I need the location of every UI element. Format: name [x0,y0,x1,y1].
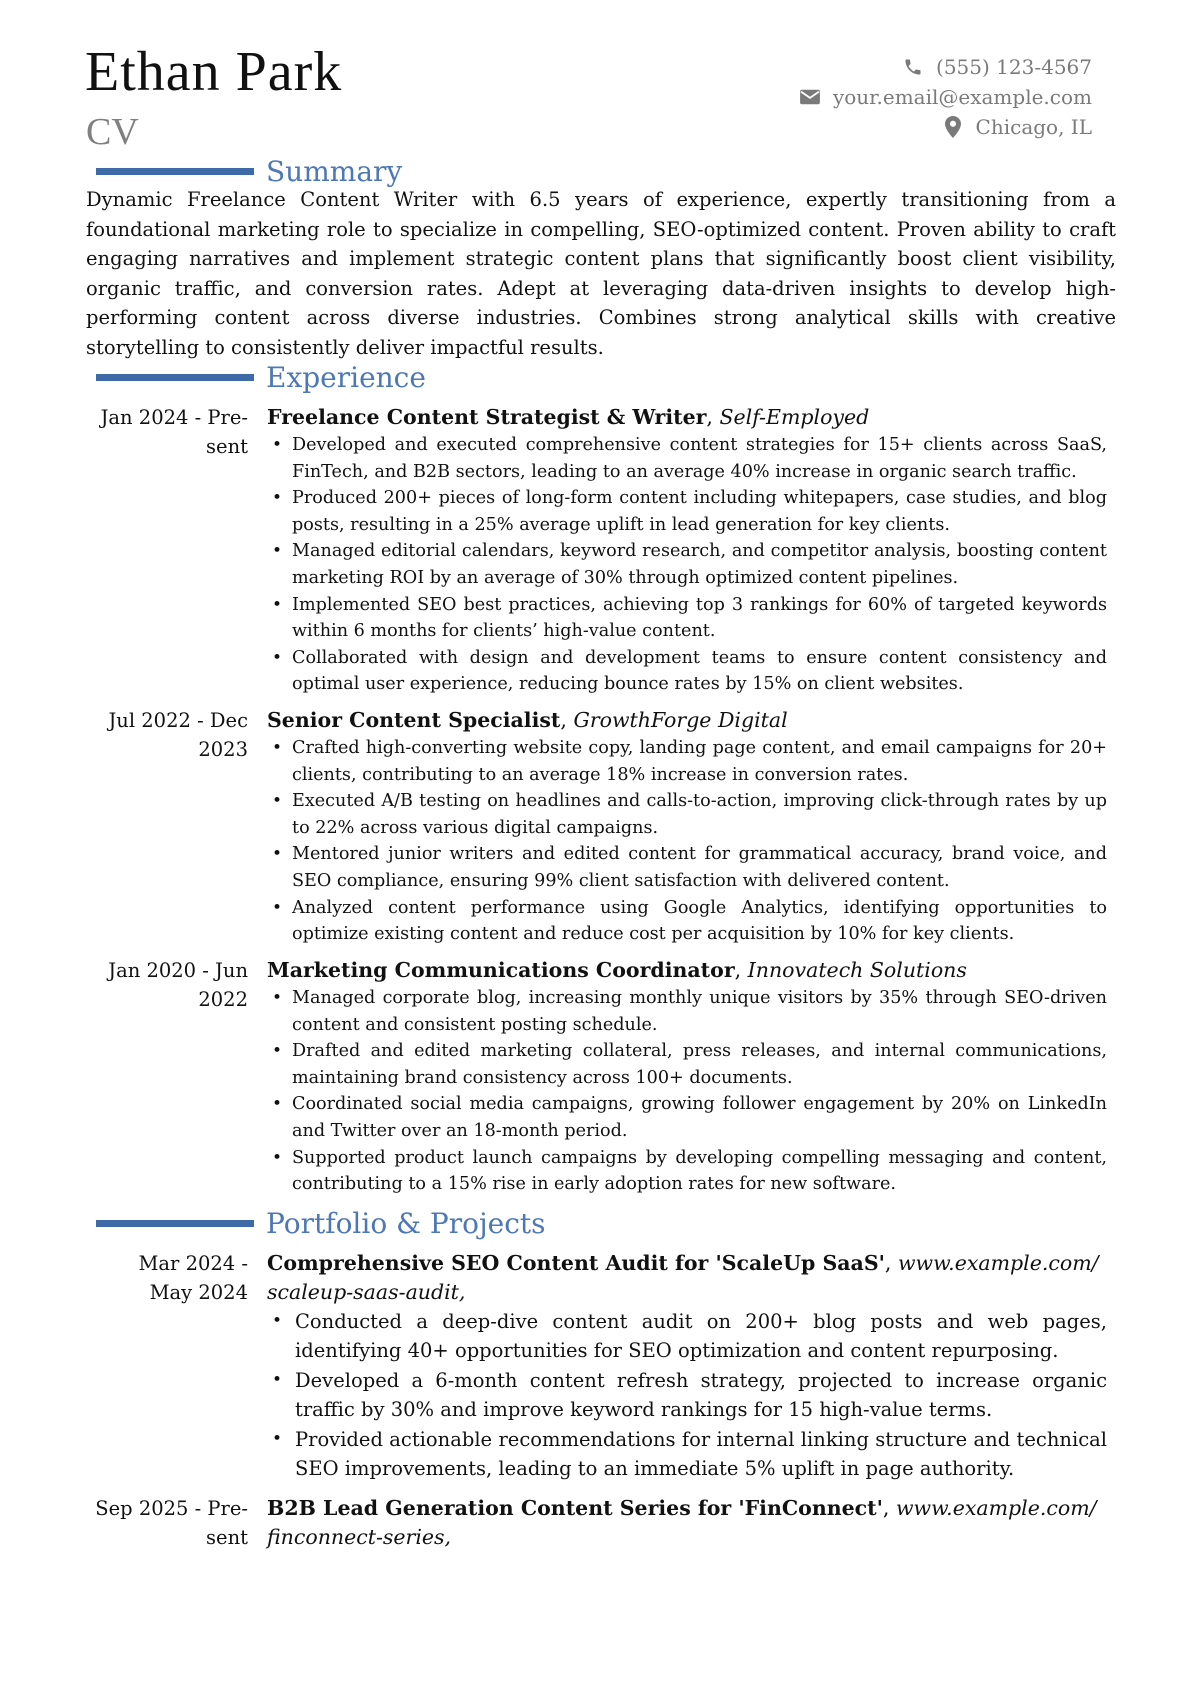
contact-location [799,112,1092,142]
section-title: Summary [266,154,403,188]
entry-date [86,956,248,1014]
bullet-item: • Provided actionable recommendations for internal linking structure and technical SEO improvements, leading to an immediate 5% uplift in page authority. [267,1425,1107,1484]
bullet-list [267,735,1107,948]
bullet-item: • Developed a 6-month content refresh strategy, projected to increase organic traffic by 30% and improve keyword rankings for 15 high-value terms. [267,1366,1107,1425]
bullet-list [267,1307,1107,1483]
bullet-item: • Managed corporate blog, increasing monthly unique visitors by 35% through SEO-driven content and consistent posting schedule. [267,985,1107,1038]
date-line: 2022 [198,988,248,1011]
date-line: Jul 2022 - Dec [108,709,248,732]
bullet-item: • Drafted and edited marketing collateral, press releases, and internal communications, maintaining brand consistency across 100+ documents. [267,1038,1107,1091]
map-pin-icon [942,116,964,138]
project-url[interactable]: www.example.com/ scaleup-saas-audit, [267,1251,1099,1304]
entry-body [267,706,1107,948]
url-part: finconnect-series [267,1525,445,1549]
entry-body [267,1494,1107,1552]
section-accent-bar [96,168,254,175]
location-text: Chicago, IL [975,115,1092,139]
project-title: B2B Lead Generation Content Series for 'FinConnect' [267,1496,883,1520]
date-line: Jan 2020 - Jun [108,959,248,982]
job-organization: Innovatech Solutions [747,958,967,982]
date-line: Jan 2024 - Pre- [100,406,248,429]
envelope-icon [799,86,821,108]
url-part: scaleup-saas-audit [267,1280,459,1304]
date-line: sent [206,1526,248,1549]
section-accent-bar [96,1220,254,1227]
project-title: Comprehensive SEO Content Audit for 'ScaleUp SaaS' [267,1251,885,1275]
url-part: www.example.com/ [895,1496,1097,1520]
job-role: Freelance Content Strategist & Writer [267,405,707,429]
experience-heading [96,357,426,397]
job-organization: GrowthForge Digital [573,708,788,732]
phone-text: (555) 123-4567 [936,55,1092,79]
email-text: your.email@example.com [832,85,1092,109]
phone-icon [902,56,924,78]
bullet-item: • Analyzed content performance using Google Analytics, identifying opportunities to optimize existing content and reduce cost per acquisition by 10% for key clients. [267,895,1107,948]
entry-date [86,1494,248,1552]
contact-phone [799,52,1092,82]
date-line: May 2024 [149,1281,248,1304]
job-role: Marketing Communications Coordinator [267,958,735,982]
entry-date [86,1249,248,1307]
bullet-item: • Produced 200+ pieces of long-form content including whitepapers, case studies, and blog posts, resulting in a 25% average uplift in lead generation for key clients. [267,485,1107,538]
date-line: Mar 2024 - [138,1252,248,1275]
entry-title: B2B Lead Generation Content Series for 'FinConnect', www.example.com/ finconnect-series, [267,1496,1097,1549]
bullet-item: • Developed and executed comprehensive content strategies for 15+ clients across SaaS, FinTech, and B2B sectors, leading to an average 40% increase in organic search traffic. [267,432,1107,485]
entry-title: Senior Content Specialist, GrowthForge Digital [267,708,788,732]
candidate-name: Ethan Park [85,41,343,103]
bullet-item: • Managed editorial calendars, keyword research, and competitor analysis, boosting content marketing ROI by an average of 30% through optimized content pipelines. [267,538,1107,591]
portfolio-heading [96,1203,546,1243]
entry-title: Comprehensive SEO Content Audit for 'ScaleUp SaaS', www.example.com/ scaleup-saas-audit, [267,1251,1099,1304]
bullet-list [267,985,1107,1198]
bullet-list [267,432,1107,698]
contact-block [799,52,1092,142]
entry-title: Freelance Content Strategist & Writer, Self-Employed [267,405,870,429]
section-title: Experience [266,360,426,394]
entry-body [267,956,1107,1198]
contact-email [799,82,1092,112]
bullet-item: • Executed A/B testing on headlines and calls-to-action, improving click-through rates by up to 22% across various digital campaigns. [267,788,1107,841]
summary-text: Dynamic Freelance Content Writer with 6.5 years of experience, expertly transitioning from a foundational marketing role to specialize in compelling, SEO-optimized content. Proven ability to craft engaging narratives and implement strategic content plans that significantly boost client visibility, organic traffic, and conversion rates. Adept at leveraging data-driven insights to develop high-performing content across diverse industries. Combines strong analytical skills with creative storytelling to consistently deliver impactful results. [86,188,1116,359]
date-line: Sep 2025 - Pre- [95,1497,248,1520]
bullet-item: • Crafted high-converting website copy, landing page content, and email campaigns for 20+ clients, contributing to an average 18% increase in conversion rates. [267,735,1107,788]
bullet-item: • Supported product launch campaigns by developing compelling messaging and content, contributing to a 15% rise in early adoption rates for new software. [267,1145,1107,1198]
bullet-item: • Collaborated with design and development teams to ensure content consistency and optimal user experience, reducing bounce rates by 15% on client websites. [267,645,1107,698]
section-title: Portfolio & Projects [266,1206,546,1240]
bullet-item: • Coordinated social media campaigns, growing follower engagement by 20% on LinkedIn and Twitter over an 18-month period. [267,1091,1107,1144]
url-part: www.example.com/ [897,1251,1099,1275]
entry-title: Marketing Communications Coordinator, Innovatech Solutions [267,958,967,982]
entry-body [267,403,1107,698]
project-url[interactable]: www.example.com/ finconnect-series, [267,1496,1097,1549]
document-subtitle: CV [86,111,139,153]
entry-body [267,1249,1107,1483]
date-line: 2023 [198,738,248,761]
section-accent-bar [96,374,254,381]
bullet-item: • Mentored junior writers and edited content for grammatical accuracy, brand voice, and SEO compliance, ensuring 99% client satisfaction with delivered content. [267,841,1107,894]
entry-date [86,403,248,461]
bullet-item: • Implemented SEO best practices, achieving top 3 rankings for 60% of targeted keywords within 6 months for clients’ high-value content. [267,592,1107,645]
job-role: Senior Content Specialist [267,708,561,732]
bullet-item: • Conducted a deep-dive content audit on 200+ blog posts and web pages, identifying 40+ opportunities for SEO optimization and content repurposing. [267,1307,1107,1366]
job-organization: Self-Employed [719,405,870,429]
date-line: sent [206,435,248,458]
entry-date [86,706,248,764]
